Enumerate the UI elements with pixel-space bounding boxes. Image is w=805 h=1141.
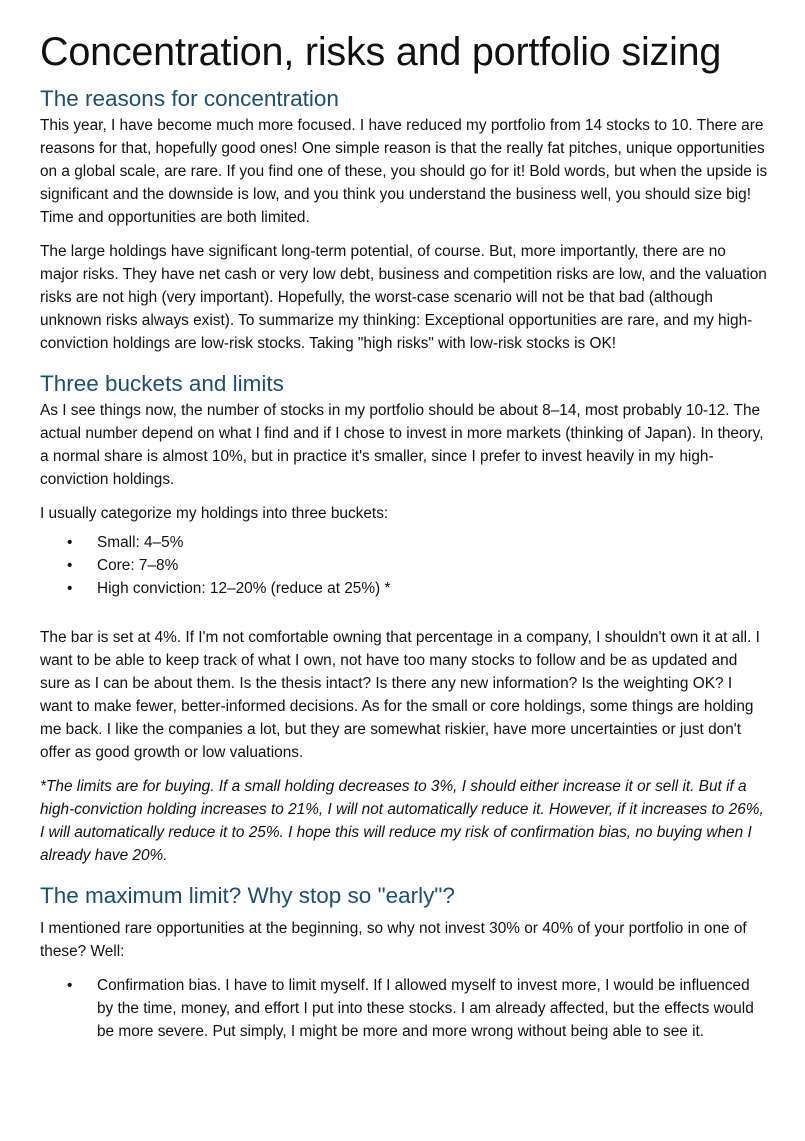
reasons-paragraph-1: This year, I have become much more focused. I have reduced my portfolio from 14 stocks to 10. There are reasons for that, hopefully good ones! One simple reason is that the really fat pitches, unique opportunities on a global scale, are rare. If you find one of these, you should go for it! Bold words, but when the upside is significant and the downside is low, and you think you understand the business well, you should size big! Time and opportunities are both limited. bbox=[40, 117, 768, 226]
bullet-icon: • bbox=[67, 534, 73, 551]
buckets-footnote: *The limits are for buying. If a small holding decreases to 3%, I should either increase it or sell it. But if a high-conviction holding increases to 21%, I will not automatically reduce it. However, if it increases to 26%, I will automatically reduce it to 25%. I hope this will reduce my risk of confirmation bias, no buying when I already have 20%. bbox=[40, 778, 764, 864]
list-item-text: High conviction: 12–20% (reduce at 25%) * bbox=[97, 580, 391, 597]
bullet-icon: • bbox=[67, 977, 73, 994]
buckets-paragraph-3: The bar is set at 4%. If I'm not comfortable owning that percentage in a company, I shouldn't own it at all. I want to be able to keep track of what I own, not have too many stocks to follow and be as updated and sure as I can be about them. Is the thesis intact? Is there any new information? Is the weighting OK? I want to make fewer, better-informed decisions. As for the small or core holdings, some things are holding me back. I like the companies a lot, but they are somewhat riskier, have more uncertainties or just don't offer as good growth or low valuations. bbox=[40, 629, 760, 761]
maximum-paragraph-1: I mentioned rare opportunities at the beginning, so why not invest 30% or 40% of your portfolio in one of these? Well: bbox=[40, 920, 747, 960]
buckets-paragraph-2: I usually categorize my holdings into three buckets: bbox=[40, 505, 389, 522]
list-item bbox=[40, 577, 768, 600]
bullet-icon: • bbox=[67, 580, 73, 597]
list-item bbox=[40, 974, 768, 1043]
buckets-list bbox=[40, 531, 768, 600]
maximum-list bbox=[40, 974, 768, 1043]
section-heading-reasons: The reasons for concentration bbox=[40, 86, 339, 111]
page-title: Concentration, risks and portfolio sizing bbox=[40, 30, 722, 74]
list-item-text: Small: 4–5% bbox=[97, 534, 184, 551]
list-item bbox=[40, 554, 768, 577]
list-item bbox=[40, 531, 768, 554]
document-page bbox=[40, 26, 768, 1043]
buckets-paragraph-1: As I see things now, the number of stocks in my portfolio should be about 8–14, most probably 10-12. The actual number depend on what I find and if I chose to invest in more markets (thinking of Japan). In theory, a normal share is almost 10%, but in practice it's smaller, since I prefer to invest heavily in my high-conviction holdings. bbox=[40, 402, 764, 488]
bullet-icon: • bbox=[67, 557, 73, 574]
section-heading-maximum: The maximum limit? Why stop so "early"? bbox=[40, 883, 455, 908]
list-item-text: Confirmation bias. I have to limit myself. If I allowed myself to invest more, I would be influenced by the time, money, and effort I put into these stocks. I am already affected, but the effects would be more severe. Put simply, I might be more and more wrong without being able to see it. bbox=[97, 977, 754, 1040]
list-item-text: Core: 7–8% bbox=[97, 557, 179, 574]
section-heading-buckets: Three buckets and limits bbox=[40, 371, 284, 396]
reasons-paragraph-2: The large holdings have significant long-term potential, of course. But, more importantly, there are no major risks. They have net cash or very low debt, business and competition risks are low, and the valuation risks are not high (very important). Hopefully, the worst-case scenario will not be that bad (although unknown risks always exist). To summarize my thinking: Exceptional opportunities are rare, and my high-conviction holdings are low-risk stocks. Taking "high risks" with low-risk stocks is OK! bbox=[40, 243, 767, 352]
